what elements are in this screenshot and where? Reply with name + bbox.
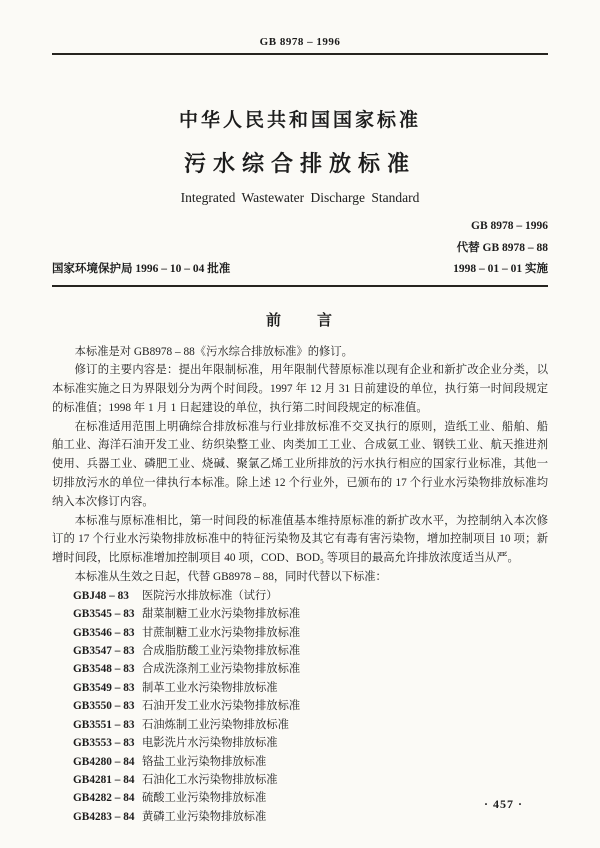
replaced-standard-code: GB3550 – 83 xyxy=(73,700,135,713)
replaced-standard-title: 黄磷工业污染物排放标准 xyxy=(142,810,267,823)
replaced-standard-row xyxy=(73,789,548,807)
replaced-standard-title: 合成洗涤剂工业污染物排放标准 xyxy=(142,663,301,676)
page-number: · 457 · xyxy=(483,797,523,811)
replaced-standard-title: 铬盐工业污染物排放标准 xyxy=(142,755,267,768)
replaced-standard-title: 硫酸工业污染物排放标准 xyxy=(142,792,267,805)
replaced-standard-row xyxy=(73,660,548,678)
replaced-standard-title: 制革工业水污染物排放标准 xyxy=(142,681,278,694)
foreword-paragraphs xyxy=(52,343,548,587)
replaced-standard-code: GB3553 – 83 xyxy=(73,737,135,750)
replaced-standards-list xyxy=(52,587,548,826)
replaced-standard-row xyxy=(73,679,548,697)
replaced-standard-code: GB3547 – 83 xyxy=(73,645,135,658)
foreword-heading: 前 言 xyxy=(265,312,334,329)
foreword-paragraph: 修订的主要内容是：提出年限制标准，用年限制代替原标准以现有企业和新扩改企业分类，以本标准实施之日为界限划分为两个时间段。1997 年 12 月 31 日前建设的单位，执行第一时间段规定的标准值；1998 年 1 月 1 日起建设的单位，执行第二时间段规定的标准值。 xyxy=(52,364,548,414)
replaced-standard-code: GB3546 – 83 xyxy=(73,626,135,639)
foreword-paragraph: 本标准与原标准相比，第一时间段的标准值基本维持原标准的新扩改水平，为控制纳入本次修订的 17 个行业水污染物排放标准中的特征污染物及其它有毒有害污染物，增加控制项目 10 项；新增时间段，比原标准增加控制项目 40 项，COD、BOD₅ 等项目的最高允许排放浓度适当从严。 xyxy=(52,514,548,565)
replaced-standard-title: 电影洗片水污染物排放标准 xyxy=(142,737,278,750)
replaced-standard-code: GB3548 – 83 xyxy=(73,663,135,676)
replaced-standard-title: 石油化工水污染物排放标准 xyxy=(142,773,278,786)
foreword-paragraph: 在标准适用范围上明确综合排放标准与行业排放标准不交叉执行的原则，造纸工业、船舶、船舶工业、海洋石油开发工业、纺织染整工业、肉类加工工业、合成氨工业、钢铁工业、航天推进剂使用、兵器工业、磷肥工业、烧碱、聚氯乙烯工业所排放的污水执行相应的国家行业标准，其他一切排放污水的单位一律执行本标准。除上述 12 个行业外，已颁布的 17 个行业水污染物排放标准均纳入本次修订内容。 xyxy=(52,420,548,508)
replaced-standard-code: GB4280 – 84 xyxy=(73,755,135,768)
designation-rule xyxy=(52,285,548,287)
replaced-standard-code: GB4282 – 84 xyxy=(73,792,135,805)
replaced-standard-row xyxy=(73,808,548,826)
foreword-paragraph: 本标准从生效之日起，代替 GB8978 – 88，同时代替以下标准： xyxy=(74,571,387,584)
replaced-standard-code: GB4281 – 84 xyxy=(73,773,135,786)
title-block xyxy=(0,105,600,206)
replaced-standard-title: 甘蔗制糖工业水污染物排放标准 xyxy=(142,626,301,639)
replaced-standard-title: 石油开发工业水污染物排放标准 xyxy=(142,700,301,713)
replaced-standard-title: 合成脂肪酸工业污染物排放标准 xyxy=(142,645,301,658)
replaced-standard-title: 甜菜制糖工业水污染物排放标准 xyxy=(142,608,301,621)
foreword-paragraph: 本标准是对 GB8978 – 88《污水综合排放标准》的修订。 xyxy=(74,345,353,358)
replaced-standard-row xyxy=(73,753,548,771)
replaced-standard-code: GB3545 – 83 xyxy=(73,608,135,621)
standard-title-cn: 污水综合排放标准 xyxy=(183,151,416,176)
replaced-standard-row xyxy=(73,771,548,789)
designation-block xyxy=(52,216,548,281)
replaced-standard-row xyxy=(73,734,548,752)
replaced-standard-row xyxy=(73,716,548,734)
replaced-standard-code: GBJ48 – 83 xyxy=(73,589,129,602)
replaced-standard-code: GB4283 – 84 xyxy=(73,810,135,823)
replaced-standard-code: GB3551 – 83 xyxy=(73,718,135,731)
replaced-standard-row xyxy=(73,605,548,623)
replaced-standard-row xyxy=(73,697,548,715)
standard-title-en: Integrated Wastewater Discharge Standard xyxy=(180,190,420,205)
running-header: GB 8978 – 1996 xyxy=(259,36,341,48)
replaces-code: 代替 GB 8978 – 88 xyxy=(456,241,548,254)
implementation-date: 1998 – 01 – 01 实施 xyxy=(453,263,548,275)
national-standard-label: 中华人民共和国国家标准 xyxy=(178,110,421,131)
approval-note: 国家环境保护局 1996 – 10 – 04 批准 xyxy=(52,263,231,275)
replaced-standard-title: 石油炼制工业污染物排放标准 xyxy=(142,718,289,731)
replaced-standard-row xyxy=(73,642,548,660)
replaced-standard-title: 医院污水排放标准（试行） xyxy=(142,589,278,602)
foreword-body xyxy=(52,343,548,827)
standard-code: GB 8978 – 1996 xyxy=(471,220,548,232)
replaced-standard-row xyxy=(73,587,548,605)
replaced-standard-row xyxy=(73,624,548,642)
header-rule xyxy=(52,53,548,55)
replaced-standard-code: GB3549 – 83 xyxy=(73,681,135,694)
